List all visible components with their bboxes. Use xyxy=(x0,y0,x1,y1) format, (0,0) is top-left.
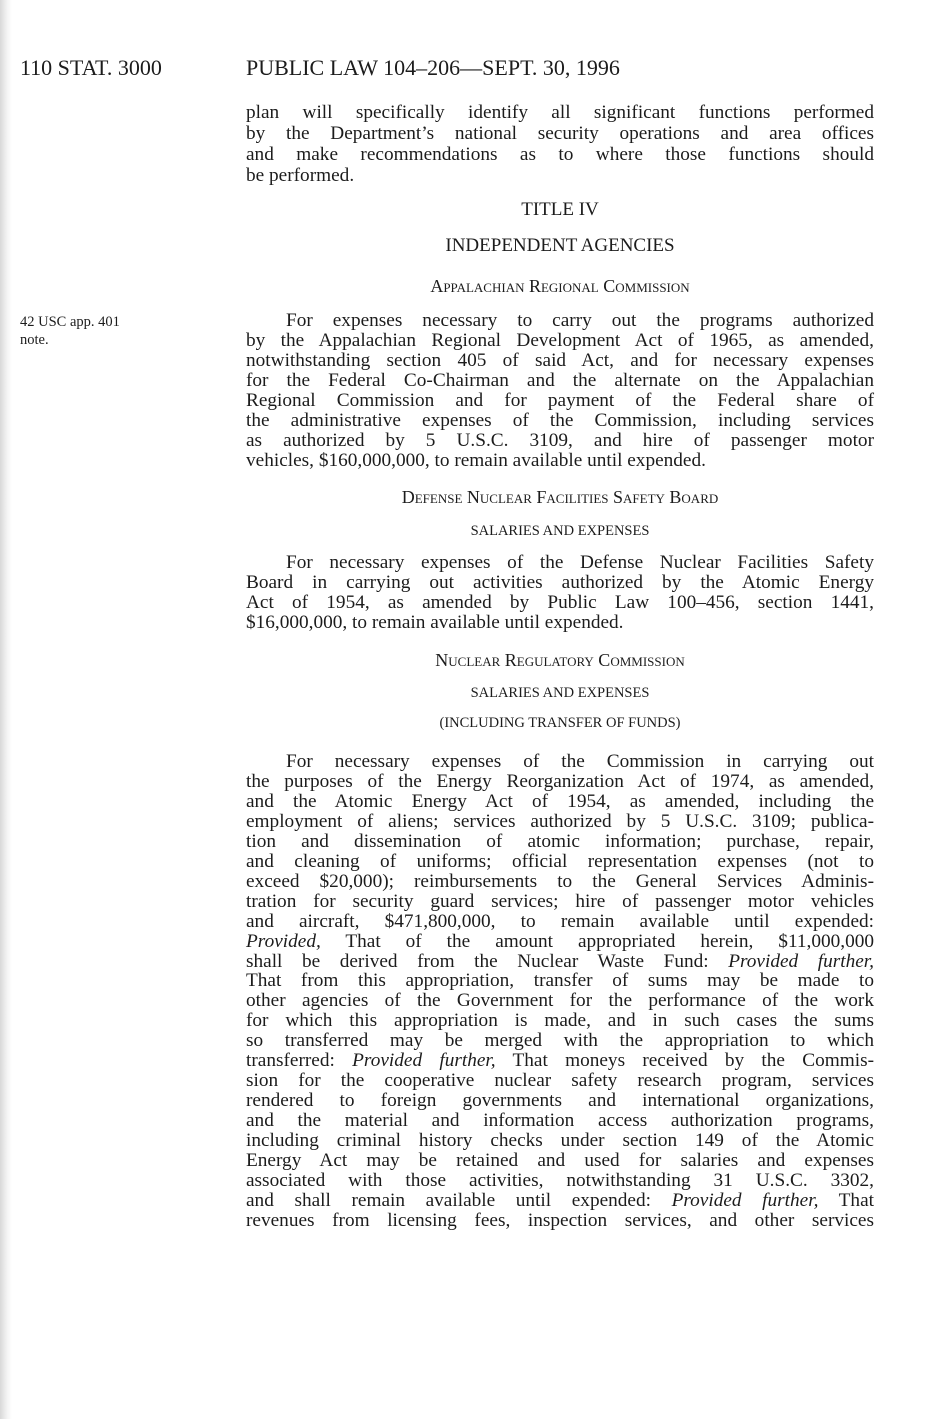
text-line: and the Atomic Energy Act of 1954, as amended, including the xyxy=(246,790,874,812)
text-line: by the Appalachian Regional Development Act of 1965, as amended, xyxy=(246,330,874,351)
dnfsb-subheading: SALARIES AND EXPENSES xyxy=(470,523,650,539)
text-line: including criminal history checks under section 149 of the Atomic xyxy=(246,1130,874,1152)
text-line: $16,000,000, to remain available until expended. xyxy=(246,612,624,633)
nrc-heading: Nuclear Regulatory Commission xyxy=(435,650,685,670)
text-line: plan will specifically identify all significant functions performed xyxy=(246,102,874,123)
page-number: 110 STAT. 3000 xyxy=(20,55,162,80)
italic-phrase: Provided further, xyxy=(671,1189,819,1211)
margin-note-line: 42 USC app. 401 xyxy=(20,314,120,330)
text-line: sion for the cooperative nuclear safety research program, services xyxy=(246,1070,874,1092)
italic-phrase: Provided further, xyxy=(352,1050,496,1072)
text-line: the administrative expenses of the Commission, including services xyxy=(246,410,874,431)
text-segment: That moneys received by the Commis- xyxy=(495,1050,874,1072)
text-line: For necessary expenses of the Commission in carrying out xyxy=(286,751,874,772)
text-line: tration for security guard services; hire of passenger motor vehicles xyxy=(246,890,874,912)
margin-note-line: note. xyxy=(20,332,49,348)
text-line: For expenses necessary to carry out the programs authorized xyxy=(286,310,874,331)
paragraph-arc xyxy=(246,311,874,471)
text-line: exceed $20,000); reimbursements to the General Services Adminis- xyxy=(246,870,874,892)
text-segment: That of the amount appropriated herein, $11,000,000 xyxy=(320,930,874,952)
text-segment: and shall remain available until expended: xyxy=(246,1189,672,1211)
italic-phrase: Provided further, xyxy=(728,950,874,972)
text-line: and aircraft, $471,800,000, to remain available until expended: xyxy=(246,910,874,932)
text-line: Energy Act may be retained and used for salaries and expenses xyxy=(246,1150,874,1172)
text-line: Act of 1954, as amended by Public Law 100–456, section 1441, xyxy=(246,592,874,613)
subtitle-heading: INDEPENDENT AGENCIES xyxy=(445,235,675,256)
text-line: as authorized by 5 U.S.C. 3109, and hire of passenger motor xyxy=(246,430,874,451)
paragraph-nrc xyxy=(246,752,874,1231)
text-line xyxy=(246,1051,874,1071)
text-line: tion and dissemination of atomic information; purchase, repair, xyxy=(246,830,874,852)
arc-heading: Appalachian Regional Commission xyxy=(430,276,690,296)
scan-edge xyxy=(0,0,12,1419)
text-line: for which this appropriation is made, and in such cases the sums xyxy=(246,1010,874,1032)
text-line: and the material and information access authorization programs, xyxy=(246,1110,874,1132)
text-segment: That xyxy=(818,1189,874,1211)
text-line: That from this appropriation, transfer of sums may be made to xyxy=(246,970,874,992)
nrc-subheading-transfer: (INCLUDING TRANSFER OF FUNDS) xyxy=(439,715,681,731)
paragraph-dnfsb xyxy=(246,553,874,633)
text-line: so transferred may be merged with the appropriation to which xyxy=(246,1030,874,1052)
text-line: other agencies of the Government for the performance of the work xyxy=(246,990,874,1012)
text-line: employment of aliens; services authorized by 5 U.S.C. 3109; publica- xyxy=(246,810,874,832)
text-line: and make recommendations as to where those functions should xyxy=(246,144,874,165)
text-line xyxy=(246,952,874,972)
running-header: PUBLIC LAW 104–206—SEPT. 30, 1996 xyxy=(246,55,620,80)
dnfsb-heading: Defense Nuclear Facilities Safety Board xyxy=(401,487,719,507)
text-line: associated with those activities, notwithstanding 31 U.S.C. 3302, xyxy=(246,1170,874,1192)
text-line xyxy=(246,1191,874,1211)
text-line: the purposes of the Energy Reorganization Act of 1974, as amended, xyxy=(246,770,874,792)
nrc-subheading: SALARIES AND EXPENSES xyxy=(470,685,650,701)
text-line: Board in carrying out activities authorized by the Atomic Energy xyxy=(246,572,874,593)
italic-phrase: Provided, xyxy=(246,930,321,952)
text-line: by the Department’s national security operations and area offices xyxy=(246,123,874,144)
text-line: and cleaning of uniforms; official representation expenses (not to xyxy=(246,850,874,872)
text-line: notwithstanding section 405 of said Act, and for necessary expenses xyxy=(246,350,874,371)
text-line: for the Federal Co-Chairman and the alternate on the Appalachian xyxy=(246,370,874,391)
paragraph-continuation xyxy=(246,102,874,186)
text-line: be performed. xyxy=(246,165,355,186)
text-line: vehicles, $160,000,000, to remain available until expended. xyxy=(246,450,706,471)
text-line xyxy=(246,932,874,952)
title-heading: TITLE IV xyxy=(521,199,599,220)
text-line: revenues from licensing fees, inspection services, and other services xyxy=(246,1209,874,1231)
margin-note xyxy=(20,313,120,349)
text-line: For necessary expenses of the Defense Nuclear Facilities Safety xyxy=(286,552,874,573)
text-line: Regional Commission and for payment of the Federal share of xyxy=(246,390,874,411)
text-segment: shall be derived from the Nuclear Waste Fund: xyxy=(246,950,729,972)
text-segment: transferred: xyxy=(246,1050,353,1072)
text-line: rendered to foreign governments and international organizations, xyxy=(246,1090,874,1112)
